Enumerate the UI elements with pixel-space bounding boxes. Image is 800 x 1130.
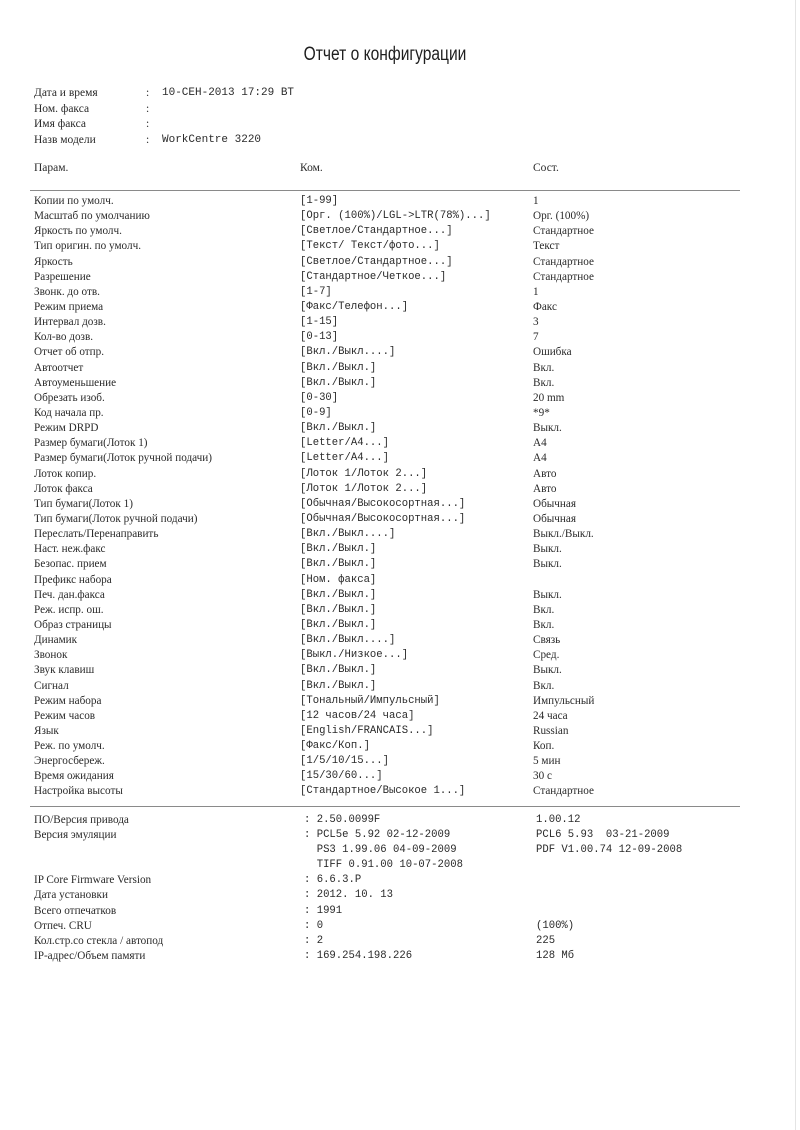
param-cell: Яркость по умолч. <box>34 225 122 238</box>
state-cell: A4 <box>533 437 547 450</box>
state-cell: Выкл. <box>533 543 562 556</box>
param-cell: Реж. испр. ош. <box>34 603 104 616</box>
state-cell: Обычная <box>533 497 577 510</box>
command-cell: [Лоток 1/Лоток 2...] <box>300 482 428 495</box>
system-value: : PCL5e 5.92 02-12-2009 <box>304 829 451 842</box>
meta-value: 10-СЕН-2013 17:29 ВТ <box>162 87 295 99</box>
system-value-secondary: 225 <box>536 934 556 947</box>
state-cell: Авто <box>533 482 557 495</box>
report-title: Отчет о конфигурации <box>303 44 467 65</box>
state-cell: Стандартное <box>533 225 594 238</box>
param-cell: Безопас. прием <box>34 558 107 571</box>
column-header-state: Сост. <box>533 162 559 174</box>
param-cell: Масштаб по умолчанию <box>34 210 150 223</box>
state-cell: Обычная <box>533 512 577 525</box>
state-cell: Вкл. <box>533 603 555 616</box>
param-cell: Язык <box>34 724 59 737</box>
param-cell: Настройка высоты <box>34 785 123 798</box>
command-cell: [0-9] <box>300 406 332 419</box>
command-cell: [Светлое/Стандартное...] <box>300 225 453 238</box>
state-cell: 30 с <box>533 770 552 783</box>
meta-row <box>34 133 294 149</box>
command-cell: [Выкл./Низкое...] <box>300 649 409 662</box>
command-cell: [12 часов/24 часа] <box>300 709 415 722</box>
meta-label: Имя факса <box>34 118 86 130</box>
param-cell: Лоток копир. <box>34 467 97 480</box>
param-cell: Режим набора <box>34 694 102 707</box>
state-cell: 20 mm <box>533 391 565 404</box>
command-cell: [1-99] <box>300 195 339 207</box>
command-cell: [Вкл./Выкл.] <box>300 543 377 556</box>
state-cell: 24 часа <box>533 709 568 722</box>
state-cell: Вкл. <box>533 618 555 631</box>
param-cell: Отчет об отпр. <box>34 346 105 359</box>
command-cell: [Светлое/Стандартное...] <box>300 255 453 268</box>
command-cell: [Орг. (100%)/LGL->LTR(78%)...] <box>300 210 491 223</box>
param-cell: Сигнал <box>34 679 69 692</box>
system-value: : 0 <box>304 919 324 932</box>
meta-label: Назв модели <box>34 133 96 146</box>
system-value: : 2012. 10. 13 <box>304 889 394 902</box>
system-value-secondary: 1.00.12 <box>536 814 581 826</box>
meta-label: Ном. факса <box>34 102 90 115</box>
system-value: : 1991 <box>304 904 343 917</box>
param-cell: Наст. неж.факс <box>34 543 106 556</box>
param-cell: Энергосбереж. <box>34 755 105 768</box>
state-cell: *9* <box>533 406 550 419</box>
system-value: : 2.50.0099F <box>304 814 381 826</box>
state-cell: Сред. <box>533 649 560 662</box>
state-cell: Выкл. <box>533 664 562 677</box>
meta-separator: : <box>146 118 150 130</box>
meta-row <box>34 117 294 133</box>
state-cell: Связь <box>533 634 561 647</box>
command-cell: [Тональный/Импульсный] <box>300 694 440 707</box>
command-cell: [1-15] <box>300 316 339 329</box>
command-cell: [1-7] <box>300 285 332 298</box>
command-cell: [0-13] <box>300 331 339 344</box>
meta-value: WorkCentre 3220 <box>162 133 262 146</box>
command-cell: [Вкл./Выкл....] <box>300 634 396 647</box>
command-cell: [Стандартное/Четкое...] <box>300 270 447 283</box>
state-cell: Стандартное <box>533 270 594 283</box>
state-cell: Коп. <box>533 740 555 753</box>
param-cell: Лоток факса <box>34 482 93 495</box>
state-cell: Вкл. <box>533 679 555 692</box>
param-cell: Яркость <box>34 255 73 268</box>
command-cell: [Текст/ Текст/фото...] <box>300 240 440 253</box>
state-cell: Выкл. <box>533 588 562 601</box>
state-cell: Авто <box>533 467 557 480</box>
param-cell: Интервал дозв. <box>34 316 106 329</box>
header-divider <box>30 190 740 191</box>
system-key: Всего отпечатков <box>34 904 117 917</box>
command-cell: [Вкл./Выкл....] <box>300 346 396 359</box>
param-cell: Тип бумаги(Лоток ручной подачи) <box>34 512 198 525</box>
column-headers <box>34 162 800 178</box>
param-cell: Тип оригин. по умолч. <box>34 240 142 253</box>
system-value: : 169.254.198.226 <box>304 949 413 962</box>
param-cell: Динамик <box>34 634 78 647</box>
param-cell: Образ страницы <box>34 618 112 631</box>
state-cell: Импульсный <box>533 694 595 707</box>
command-cell: [1/5/10/15...] <box>300 755 390 768</box>
command-cell: [Вкл./Выкл.] <box>300 679 377 692</box>
param-cell: Размер бумаги(Лоток 1) <box>34 437 148 450</box>
param-cell: Время ожидания <box>34 770 114 783</box>
param-cell: Переслать/Перенаправить <box>34 528 159 541</box>
command-cell: [English/FRANCAIS...] <box>300 724 434 737</box>
state-cell: Выкл. <box>533 558 562 571</box>
command-cell: [Вкл./Выкл.] <box>300 422 377 435</box>
param-cell: Режим приема <box>34 300 104 313</box>
param-cell: Код начала пр. <box>34 406 104 419</box>
command-cell: [Letter/A4...] <box>300 452 390 465</box>
command-cell: [Обычная/Высокосортная...] <box>300 497 466 510</box>
param-cell: Автоотчет <box>34 361 84 374</box>
param-cell: Звонок <box>34 649 68 662</box>
meta-row <box>34 86 294 102</box>
state-cell: 5 мин <box>533 755 561 768</box>
state-cell: Стандартное <box>533 785 594 798</box>
state-cell: Вкл. <box>533 361 555 374</box>
system-value: : 6.6.3.P <box>304 874 362 887</box>
command-cell: [Лоток 1/Лоток 2...] <box>300 467 428 480</box>
system-key: Отпеч. CRU <box>34 919 92 932</box>
param-cell: Автоуменьшение <box>34 376 117 389</box>
state-cell: 7 <box>533 331 539 344</box>
command-cell: [Вкл./Выкл.] <box>300 618 377 631</box>
column-header-command: Ком. <box>300 162 323 174</box>
state-cell: 1 <box>533 195 539 207</box>
state-cell: Стандартное <box>533 255 594 268</box>
param-cell: Префикс набора <box>34 573 112 586</box>
system-key: Дата установки <box>34 889 108 902</box>
command-cell: [Вкл./Выкл.] <box>300 361 377 374</box>
meta-separator: : <box>146 87 150 99</box>
state-cell: 3 <box>533 316 539 329</box>
param-cell: Звук клавиш <box>34 664 95 677</box>
command-cell: [Обычная/Высокосортная...] <box>300 512 466 525</box>
param-cell: Реж. по умолч. <box>34 740 105 753</box>
state-cell: Ошибка <box>533 346 572 359</box>
param-cell: Обрезать изоб. <box>34 391 105 404</box>
system-key: Кол.стр.со стекла / автопод <box>34 934 164 947</box>
command-cell: [Вкл./Выкл.] <box>300 664 377 677</box>
system-value-secondary: PDF V1.00.74 12-09-2008 <box>536 844 683 857</box>
param-cell: Тип бумаги(Лоток 1) <box>34 497 133 510</box>
meta-separator: : <box>146 133 150 146</box>
system-value: PS3 1.99.06 04-09-2009 <box>304 844 457 857</box>
param-cell: Звонк. до отв. <box>34 285 100 298</box>
meta-separator: : <box>146 102 150 115</box>
state-cell: Факс <box>533 300 557 313</box>
system-value-secondary: 128 Мб <box>536 949 575 962</box>
param-cell: Кол-во дозв. <box>34 331 94 344</box>
param-cell: Разрешение <box>34 270 91 283</box>
meta-row <box>34 102 294 118</box>
command-cell: [Стандартное/Высокое 1...] <box>300 785 466 798</box>
param-cell: Размер бумаги(Лоток ручной подачи) <box>34 452 213 465</box>
system-divider <box>30 806 740 807</box>
system-key: IP-адрес/Объем памяти <box>34 949 146 962</box>
state-cell: Орг. (100%) <box>533 210 590 223</box>
system-key: ПО/Версия привода <box>34 814 129 826</box>
system-key: Версия эмуляции <box>34 829 117 842</box>
command-cell: [Факс/Коп.] <box>300 740 370 753</box>
command-cell: [Факс/Телефон...] <box>300 300 409 313</box>
command-cell: [Ном. факса] <box>300 573 377 586</box>
state-cell: A4 <box>533 452 547 465</box>
system-value: : 2 <box>304 934 324 947</box>
column-header-param: Парам. <box>34 162 69 174</box>
system-key: IP Core Firmware Version <box>34 874 152 887</box>
system-value-secondary: PCL6 5.93 03-21-2009 <box>536 829 670 842</box>
report-meta <box>34 86 294 148</box>
state-cell: Вкл. <box>533 376 555 389</box>
command-cell: [Вкл./Выкл.] <box>300 588 377 601</box>
param-cell: Режим DRPD <box>34 422 99 435</box>
param-cell: Копии по умолч. <box>34 195 114 207</box>
system-value-secondary: (100%) <box>536 919 575 932</box>
meta-label: Дата и время <box>34 87 98 99</box>
state-cell: Выкл./Выкл. <box>533 528 594 541</box>
command-cell: [Letter/A4...] <box>300 437 390 450</box>
state-cell: Выкл. <box>533 422 562 435</box>
command-cell: [Вкл./Выкл.] <box>300 558 377 571</box>
command-cell: [Вкл./Выкл.] <box>300 376 377 389</box>
param-cell: Печ. дан.факса <box>34 588 105 601</box>
state-cell: Russian <box>533 724 569 737</box>
command-cell: [15/30/60...] <box>300 770 383 783</box>
state-cell: 1 <box>533 285 539 298</box>
state-cell: Текст <box>533 240 560 253</box>
command-cell: [Вкл./Выкл....] <box>300 528 396 541</box>
param-cell: Режим часов <box>34 709 96 722</box>
command-cell: [Вкл./Выкл.] <box>300 603 377 616</box>
command-cell: [0-30] <box>300 391 339 404</box>
system-value: TIFF 0.91.00 10-07-2008 <box>304 859 463 872</box>
